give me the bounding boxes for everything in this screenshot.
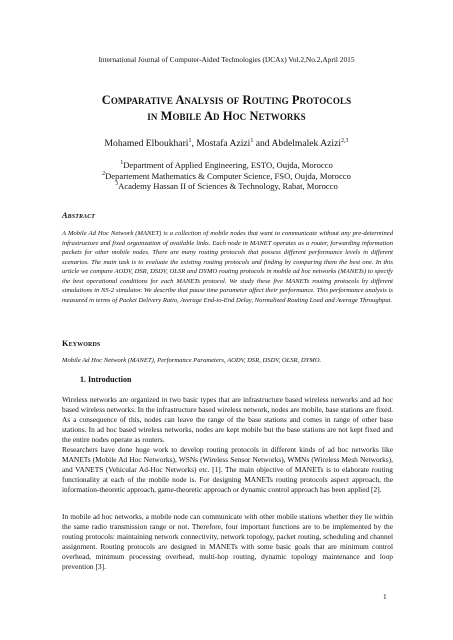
- paper-title: [40, 92, 413, 124]
- affiliations: [40, 160, 413, 192]
- abstract-heading: Abstract: [62, 211, 96, 220]
- author-2-name: Mostafa Azizi: [196, 138, 251, 149]
- author-1-affil: 1: [188, 138, 192, 144]
- introduction-heading: 1. Introduction: [80, 375, 132, 384]
- author-list: Mohamed Elboukhari$^1$, Mostafa Azizi$^1$ and Abdelmalek Azizi$^{2,3}$: [104, 138, 349, 149]
- affiliation-3: [40, 181, 413, 192]
- affiliation-2-marker: 2: [102, 170, 106, 177]
- title-line-1: Comparative Analysis of Routing Protocols: [101, 93, 352, 107]
- title-line-2: in Mobile Ad Hoc Networks: [147, 109, 306, 123]
- keywords-text: Mobile Ad Hoc Network (MANET), Performance Parameters, AODV, DSR, DSDV, OLSR, DYMO.: [62, 357, 322, 364]
- affiliation-3-marker: 3: [115, 181, 119, 187]
- journal-header: International Journal of Computer-Aided Technologies (IJCAx) Vol.2,No.2,April 2015: [98, 55, 355, 64]
- affiliation-1-marker: 1: [120, 160, 124, 166]
- author-1-name: Mohamed Elboukhari: [104, 138, 189, 149]
- introduction-paragraph-2: In mobile ad hoc networks, a mobile node can communicate with other mobile stations whether they lie within the same radio transmission range or not. Therefore, four important functions are to be implemented by the routing protocols: maintaining network connectivity, network topology, packet routing, scheduling and channel assignment. Routing protocols are designed in MANETs with some basic goals that are minimum control overhead, minimum processing overhead, multi-hop routing, dynamic topology maintenance and loop prevention [3].: [62, 512, 393, 571]
- affiliation-1: [40, 160, 413, 171]
- author-2-affil: 1: [250, 138, 254, 144]
- abstract-text: A Mobile Ad Hoc Network (MANET) is a collection of mobile nodes that want to communicate without any pre-determined infrastructure and fixed organization of available links. Each node in MANET operates as a router, forwarding information packets for other mobile nodes. There are many routing protocols that possess different performance levels in different scenarios. The main task is to evaluate the existing routing protocols and finding by comparing them the best one. In this article we compare AODV, DSR, DSDV, OLSR and DYMO routing protocols in mobile ad hoc networks (MANETs) to specify the best operational conditions for each MANETs protocol. We study these five MANETs routing protocols by different simulations in NS-2 simulator. We describe that pause time parameter affect their performance. This performance analysis is measured in terms of Packet Delivery Ratio, Average End-to-End Delay, Normalized Routing Load and Average Throughput.: [62, 230, 393, 304]
- introduction-paragraph-1b: Researchers have done huge work to develop routing protocols in different kinds of ad hoc networks like MANETs (Mobile Ad Hoc Networks), WSNs (Wireless Sensor Networks), WMNs (Wireless Mesh Networks), and VANETS (Vehicular Ad-Hoc Networks) etc. [1]. The main objective of MANETs is to elaborate routing functionality at each of the mobile node is. For designing MANETs routing protocols aspect approach, the information-theoretic approach, game-theoretic approach or dynamic control approach has been applied [2].: [62, 445, 393, 494]
- keywords-heading: Keywords: [62, 339, 101, 348]
- affiliation-2: [40, 171, 413, 182]
- affiliation-1-text: Department of Applied Engineering, ESTO, Oujda, Morocco: [123, 160, 333, 170]
- author-3-affil: 2,3: [341, 138, 349, 144]
- introduction-paragraph-1a: Wireless networks are organized in two basic types that are infrastructure based wireless networks and ad hoc based wireless networks. In the infrastructure based wireless network, nodes are mobile, base stations are fixed. As a consequence of this, nodes can leave the range of the base stations and comes in range of other base stations. In ad hoc based wireless networks, nodes are kept mobile but the base stations are not kept fixed and the entire nodes operate as routers.: [62, 395, 393, 444]
- author-conjunction: and: [255, 138, 270, 149]
- author-3-name: Abdelmalek Azizi: [271, 138, 341, 149]
- affiliation-3-text: Academy Hassan II of Sciences & Technology, Rabat, Morocco: [118, 181, 338, 191]
- page-number: 1: [383, 592, 387, 601]
- affiliation-2-text: Departement Mathematics & Computer Science, FSO, Oujda, Morocco: [105, 170, 351, 181]
- introduction-paragraph-1: [62, 395, 393, 495]
